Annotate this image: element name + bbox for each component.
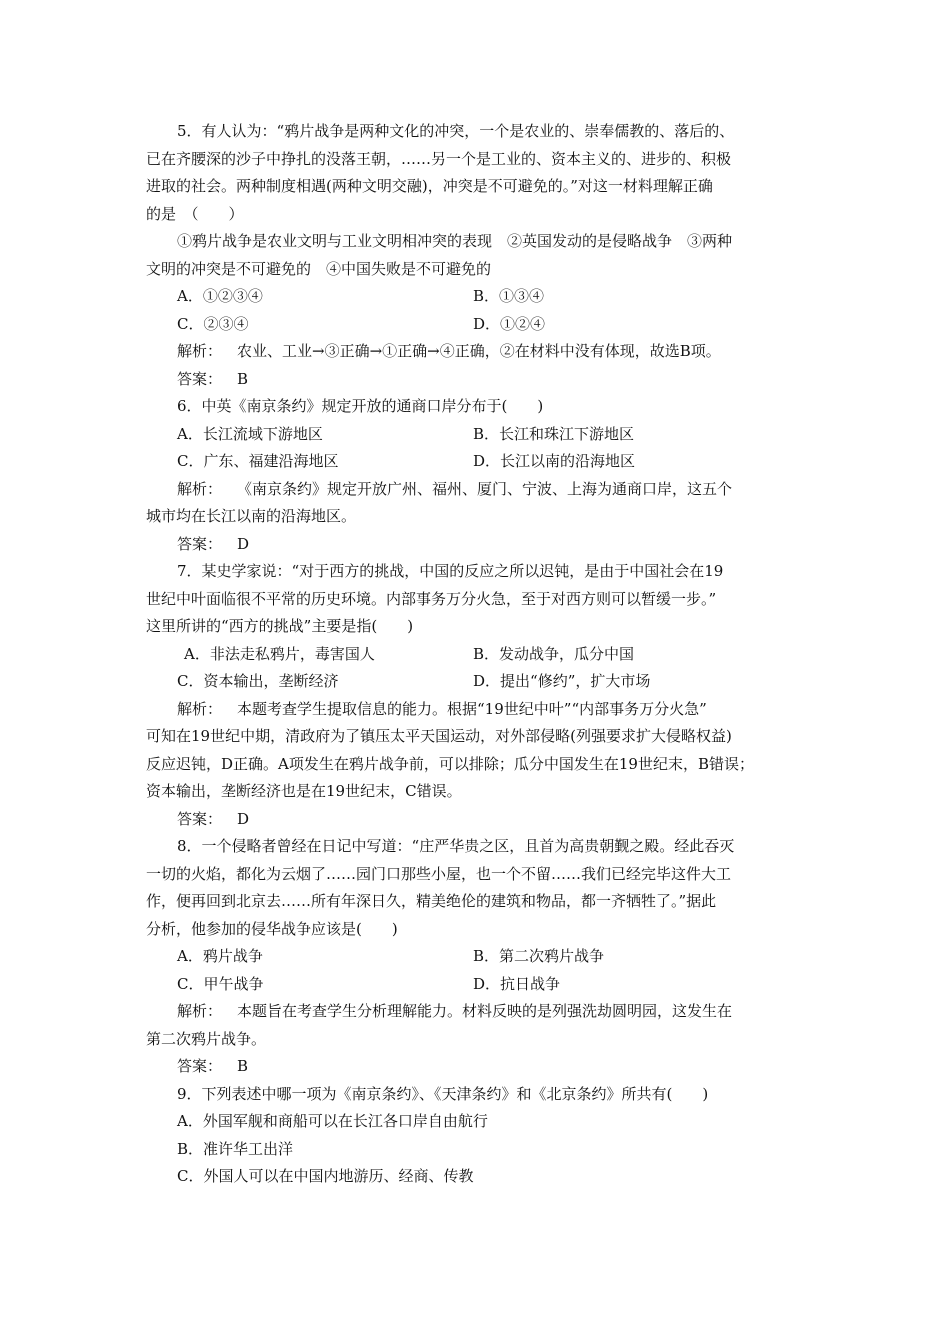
- option-c: C．②③④: [177, 314, 249, 333]
- option-row: [146, 943, 810, 971]
- option-b: B．长江和珠江下游地区: [473, 424, 635, 443]
- analysis-line: 反应迟钝，D正确。A项发生在鸦片战争前，可以排除；瓜分中国发生在19世纪末，B错误；: [146, 754, 754, 773]
- analysis-label: 解析：: [177, 699, 223, 718]
- option-row: [146, 668, 810, 696]
- question-stem-line: 一切的火焰，都化为云烟了……园门口那些小屋，也一个不留……我们已经完毕这件大工: [146, 864, 732, 883]
- option-a: A．非法走私鸦片，毒害国人: [184, 644, 375, 663]
- analysis-line: 资本输出，垄断经济也是在19世纪末，C错误。: [146, 782, 462, 800]
- question-6: [146, 393, 810, 558]
- option-b: B．①③④: [473, 287, 545, 305]
- question-stem-line: 已在齐腰深的沙子中挣扎的没落王朝，……另一个是工业的、资本主义的、进步的、积极: [146, 149, 732, 168]
- option-a: A．鸦片战争: [177, 947, 263, 965]
- answer-value: D: [237, 809, 250, 828]
- analysis-line: 可知在19世纪中期，清政府为了镇压太平天国运动，对外部侵略(列强要求扩大侵略权益): [146, 727, 732, 745]
- analysis-line: 城市均在长江以南的沿海地区。: [146, 507, 357, 525]
- answer-label: 答案：: [177, 534, 223, 553]
- question-stem-line: 8．一个侵略者曾经在日记中写道：“庄严华贵之区，且首为高贵朝觐之殿。经此吞灭: [177, 837, 735, 855]
- answer-line: [146, 366, 810, 394]
- question-stem-line: 这里所讲的“西方的挑战”主要是指( ): [146, 617, 414, 635]
- question-stem-line: 7．某史学家说：“对于西方的挑战，中国的反应之所以迟钝，是由于中国社会在19: [177, 562, 724, 580]
- answer-label: 答案：: [177, 1057, 223, 1075]
- question-9: [146, 1081, 810, 1191]
- option-b: B．第二次鸦片战争: [473, 947, 605, 965]
- option-a: A．①②③④: [177, 287, 263, 305]
- analysis-text: 本题考查学生提取信息的能力。根据“19世纪中叶”“内部事务万分火急”: [237, 699, 707, 718]
- question-stem-line: 9．下列表述中哪一项为《南京条约》、《天津条约》和《北京条约》所共有( ): [177, 1084, 709, 1103]
- analysis-line: 第二次鸦片战争。: [146, 1029, 267, 1048]
- answer-line: [146, 1053, 810, 1081]
- option-b: B．准许华工出洋: [177, 1139, 294, 1158]
- question-8: [146, 833, 810, 1081]
- answer-value: B: [237, 1057, 249, 1075]
- analysis-text: 农业、工业→③正确→①正确→④正确，②在材料中没有体现，故选B项。: [237, 342, 721, 360]
- question-stem-line: 进取的社会。两种制度相遇(两种文明交融)，冲突是不可避免的。”对这一材料理解正确: [146, 177, 713, 195]
- question-items-line: 文明的冲突是不可避免的 ④中国失败是不可避免的: [146, 259, 492, 278]
- option-row: [146, 421, 810, 449]
- question-5: [146, 118, 810, 393]
- option-c: C．甲午战争: [177, 974, 264, 993]
- answer-value: D: [237, 534, 250, 553]
- option-row: [146, 448, 810, 476]
- answer-label: 答案：: [177, 369, 223, 388]
- question-stem-line: 世纪中叶面临很不平常的历史环境。内部事务万分火急，至于对西方则可以暂缓一步。”: [146, 589, 717, 608]
- option-row: [146, 283, 810, 311]
- question-stem-line: 6．中英《南京条约》规定开放的通商口岸分布于( ): [177, 397, 544, 415]
- analysis-line: [146, 476, 810, 504]
- analysis-label: 解析：: [177, 479, 223, 498]
- answer-value: B: [237, 369, 249, 388]
- option-a: A．外国军舰和商船可以在长江各口岸自由航行: [177, 1112, 488, 1130]
- question-items-line: ①鸦片战争是农业文明与工业文明相冲突的表现 ②英国发动的是侵略战争 ③两种: [177, 232, 733, 250]
- answer-label: 答案：: [177, 809, 223, 828]
- option-d: D．①②④: [473, 314, 546, 333]
- question-stem-line: 作，便再回到北京去……所有年深日久，精美绝伦的建筑和物品，都一齐牺牲了。”据此: [146, 892, 717, 910]
- option-c: C．外国人可以在中国内地游历、经商、传教: [177, 1167, 474, 1185]
- option-a: A．长江流域下游地区: [177, 424, 323, 443]
- option-d: D．提出“修约”，扩大市场: [473, 672, 651, 690]
- analysis-label: 解析：: [177, 1002, 223, 1020]
- option-d: D．抗日战争: [473, 974, 561, 993]
- option-c: C．广东、福建沿海地区: [177, 452, 339, 470]
- option-b: B．发动战争，瓜分中国: [473, 644, 635, 663]
- question-stem-line: 5．有人认为：“鸦片战争是两种文化的冲突，一个是农业的、崇奉儒教的、落后的、: [177, 122, 735, 140]
- question-7: [146, 558, 810, 833]
- analysis-text: 本题旨在考查学生分析理解能力。材料反映的是列强洗劫圆明园，这发生在: [237, 1002, 733, 1020]
- analysis-label: 解析：: [177, 342, 223, 360]
- question-stem-line: 分析，他参加的侵华战争应该是( ): [146, 919, 398, 938]
- option-row: [146, 971, 810, 999]
- analysis-text: 《南京条约》规定开放广州、福州、厦门、宁波、上海为通商口岸，这五个: [237, 479, 733, 498]
- question-stem-line: 的是 （ ）: [146, 204, 244, 223]
- analysis-line: [146, 998, 810, 1026]
- option-c: C．资本输出，垄断经济: [177, 672, 339, 690]
- option-d: D．长江以南的沿海地区: [473, 452, 636, 470]
- analysis-line: [146, 338, 810, 366]
- option-row: [146, 641, 810, 669]
- answer-line: [146, 531, 810, 559]
- option-row: [146, 311, 810, 339]
- answer-line: [146, 806, 810, 834]
- analysis-line: [146, 696, 810, 724]
